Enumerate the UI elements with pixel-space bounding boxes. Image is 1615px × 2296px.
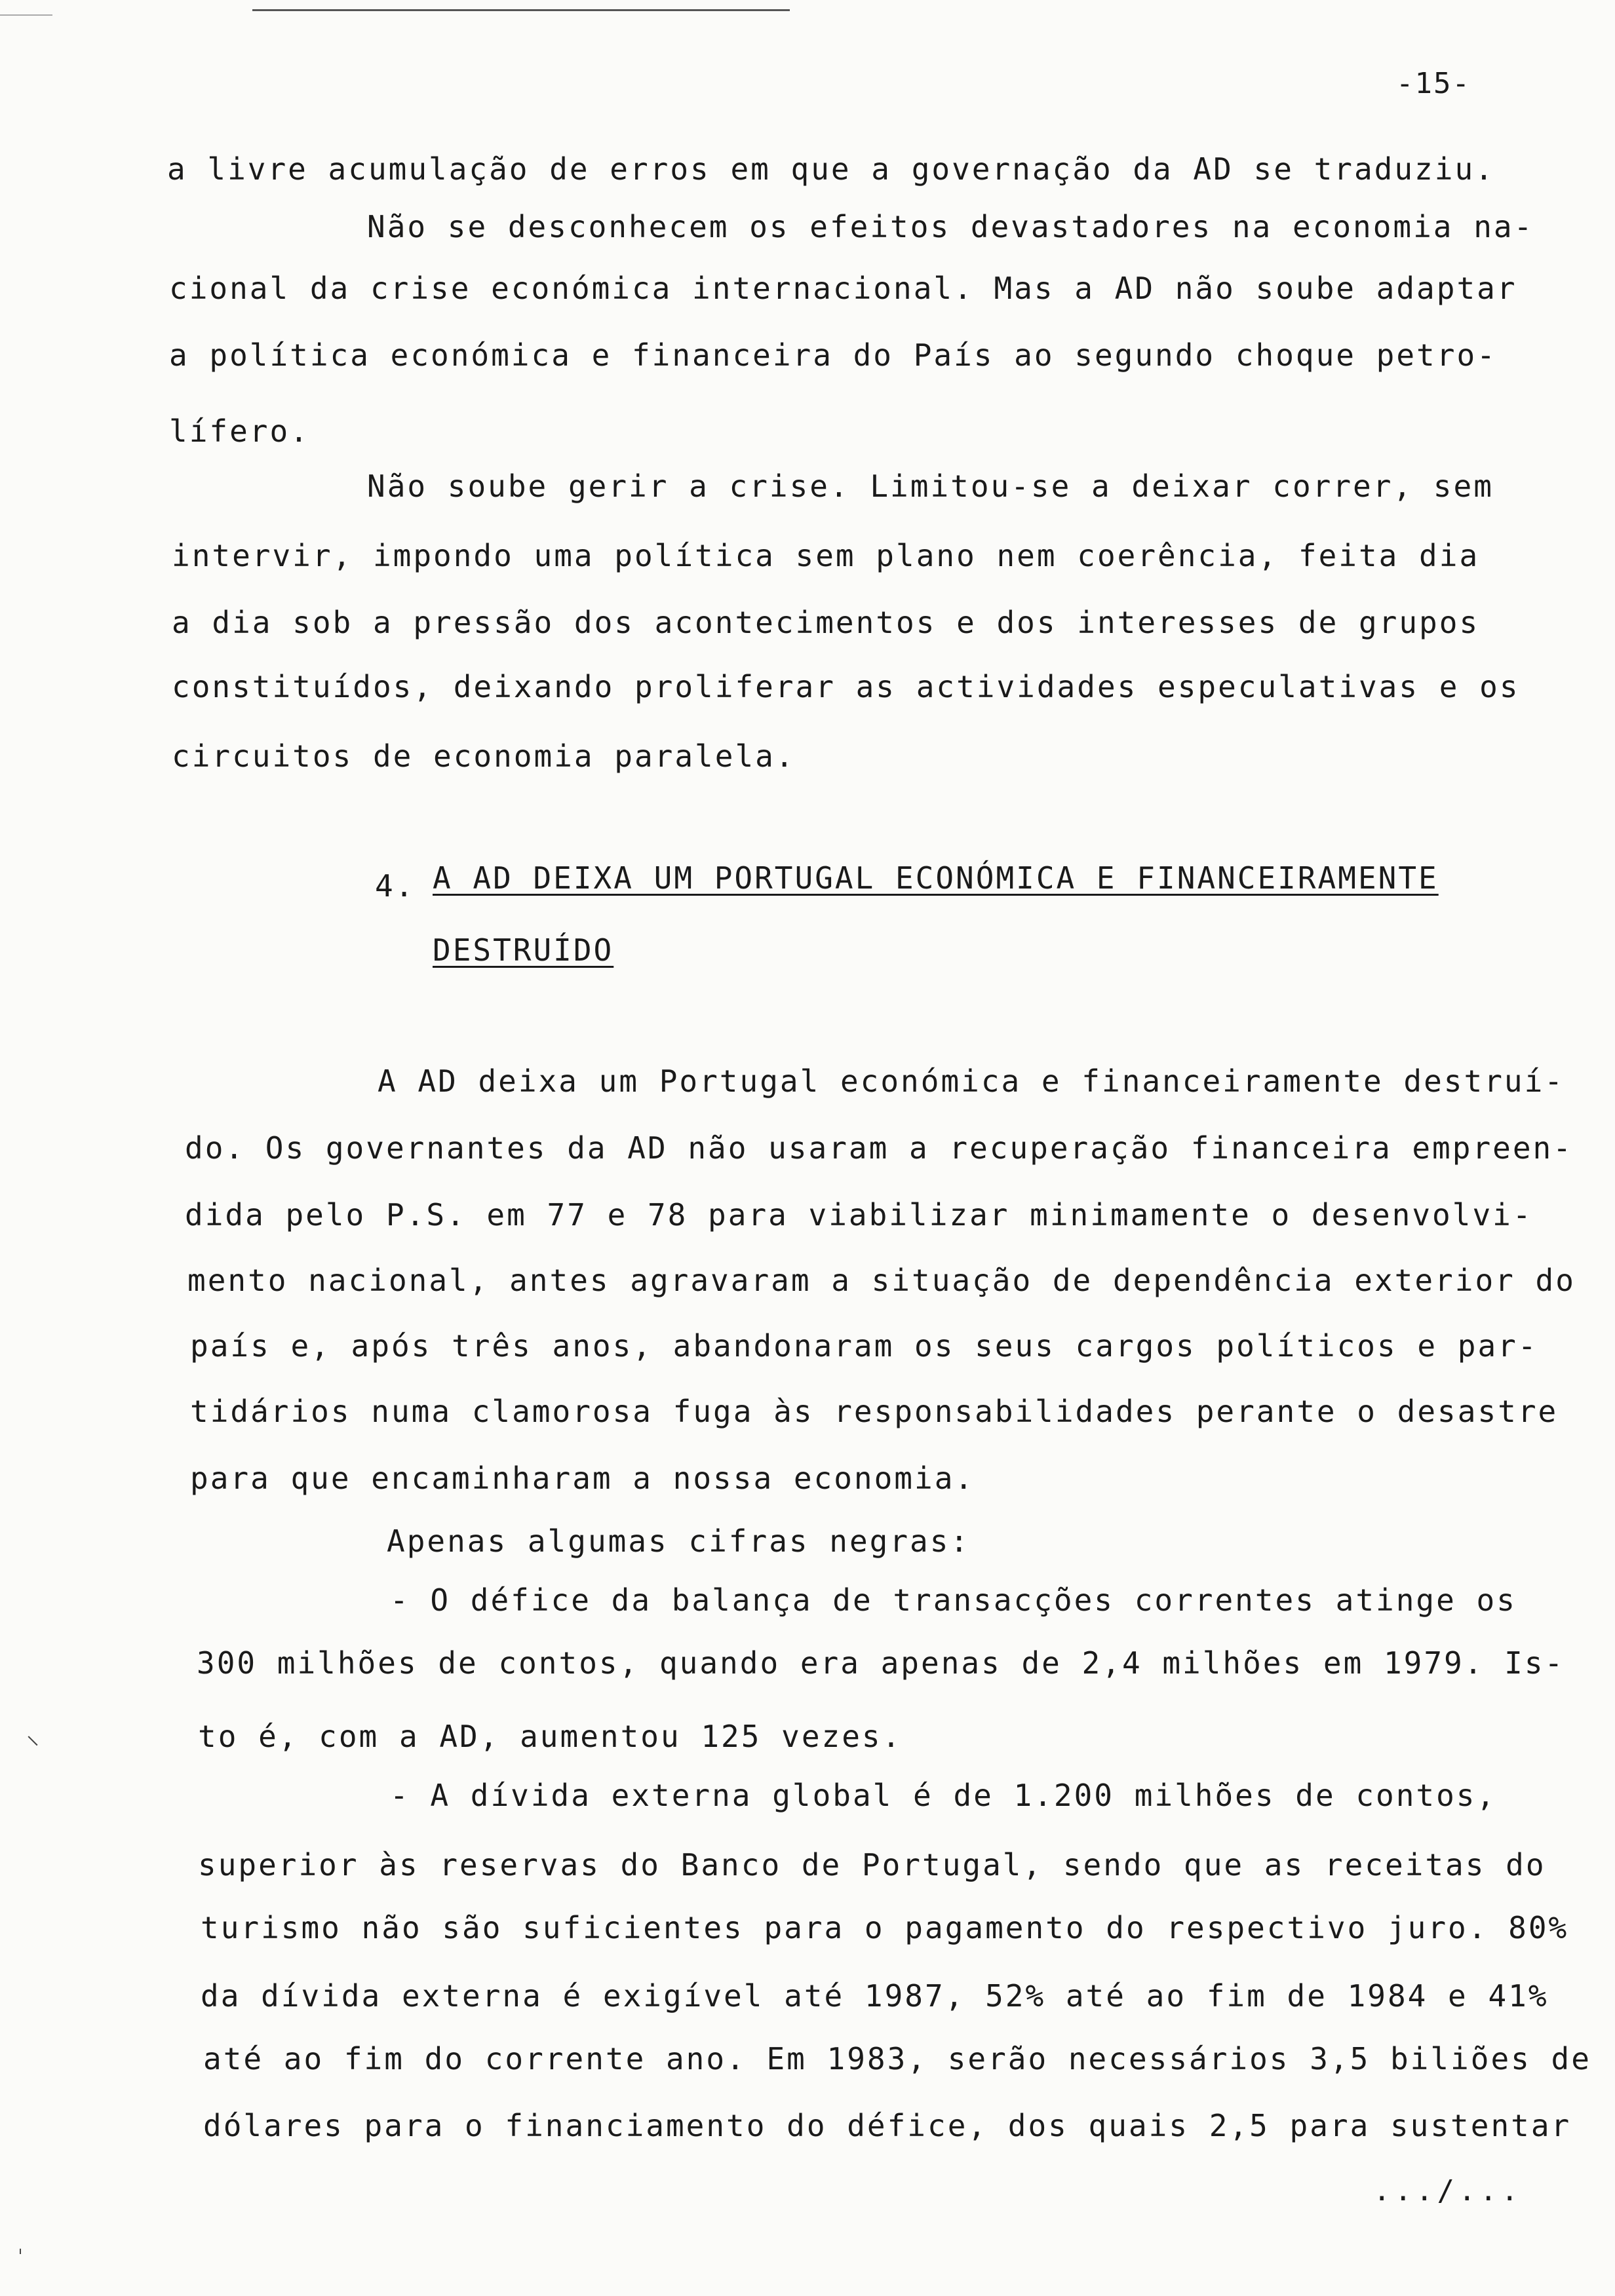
section-title: A AD DEIXA UM PORTUGAL ECONÓMICA E FINANCEIRAMENTE — [433, 860, 1439, 896]
text-line: to é, com a AD, aumentou 125 vezes. — [198, 1719, 903, 1754]
text-line: superior às reservas do Banco de Portugal, sendo que as receitas do — [198, 1847, 1546, 1883]
text-line: - A dívida externa global é de 1.200 milhões de contos, — [390, 1778, 1497, 1813]
page-number: -15- — [1396, 67, 1471, 100]
text-line: lífero. — [169, 413, 310, 449]
text-line: mento nacional, antes agravaram a situação de dependência exterior do — [187, 1263, 1576, 1298]
text-line: a política económica e financeira do País ao segundo choque petro- — [169, 337, 1497, 373]
section-title: DESTRUÍDO — [433, 932, 614, 968]
continuation-mark: .../... — [1373, 2174, 1523, 2208]
text-line: cional da crise económica internacional. Mas a AD não soube adaptar — [169, 271, 1517, 306]
text-line: tidários numa clamorosa fuga às responsabilidades perante o desastre — [190, 1394, 1559, 1429]
text-line: dida pelo P.S. em 77 e 78 para viabilizar minimamente o desenvolvi- — [185, 1197, 1533, 1233]
text-line: turismo não são suficientes para o pagamento do respectivo juro. 80% — [201, 1910, 1569, 1945]
text-line: Apenas algumas cifras negras: — [387, 1523, 971, 1559]
text-line: até ao fim do corrente ano. Em 1983, serão necessários 3,5 biliões de — [203, 2041, 1591, 2076]
text-line: da dívida externa é exigível até 1987, 52% até ao fim de 1984 e 41% — [201, 1978, 1549, 2014]
section-number: 4. — [375, 868, 416, 904]
scan-mark: ˈ — [14, 2246, 27, 2269]
top-rule — [252, 9, 790, 11]
text-line: circuitos de economia paralela. — [172, 738, 796, 774]
scan-mark: ⸜ — [26, 1720, 39, 1750]
text-line: país e, após três anos, abandonaram os seus cargos políticos e par- — [190, 1328, 1538, 1364]
text-line: 300 milhões de contos, quando era apenas de 2,4 milhões em 1979. Is- — [197, 1645, 1565, 1681]
text-line: constituídos, deixando proliferar as actividades especulativas e os — [172, 669, 1520, 704]
text-line: para que encaminharam a nossa economia. — [190, 1461, 975, 1496]
text-line: dólares para o financiamento do défice, dos quais 2,5 para sustentar — [203, 2108, 1572, 2143]
text-line: Não soube gerir a crise. Limitou-se a deixar correr, sem — [367, 469, 1494, 504]
text-line: a livre acumulação de erros em que a governação da AD se traduziu. — [167, 151, 1495, 187]
text-line: a dia sob a pressão dos acontecimentos e dos interesses de grupos — [172, 605, 1480, 640]
text-line: - O défice da balança de transacções correntes atinge os — [390, 1582, 1517, 1618]
text-line: do. Os governantes da AD não usaram a recuperação financeira empreen- — [185, 1130, 1573, 1166]
text-line: A AD deixa um Portugal económica e financeiramente destruí- — [378, 1063, 1565, 1099]
text-line: intervir, impondo uma política sem plano nem coerência, feita dia — [172, 538, 1480, 573]
scan-edge-line — [0, 14, 52, 16]
text-line: Não se desconhecem os efeitos devastadores na economia na- — [367, 209, 1534, 244]
